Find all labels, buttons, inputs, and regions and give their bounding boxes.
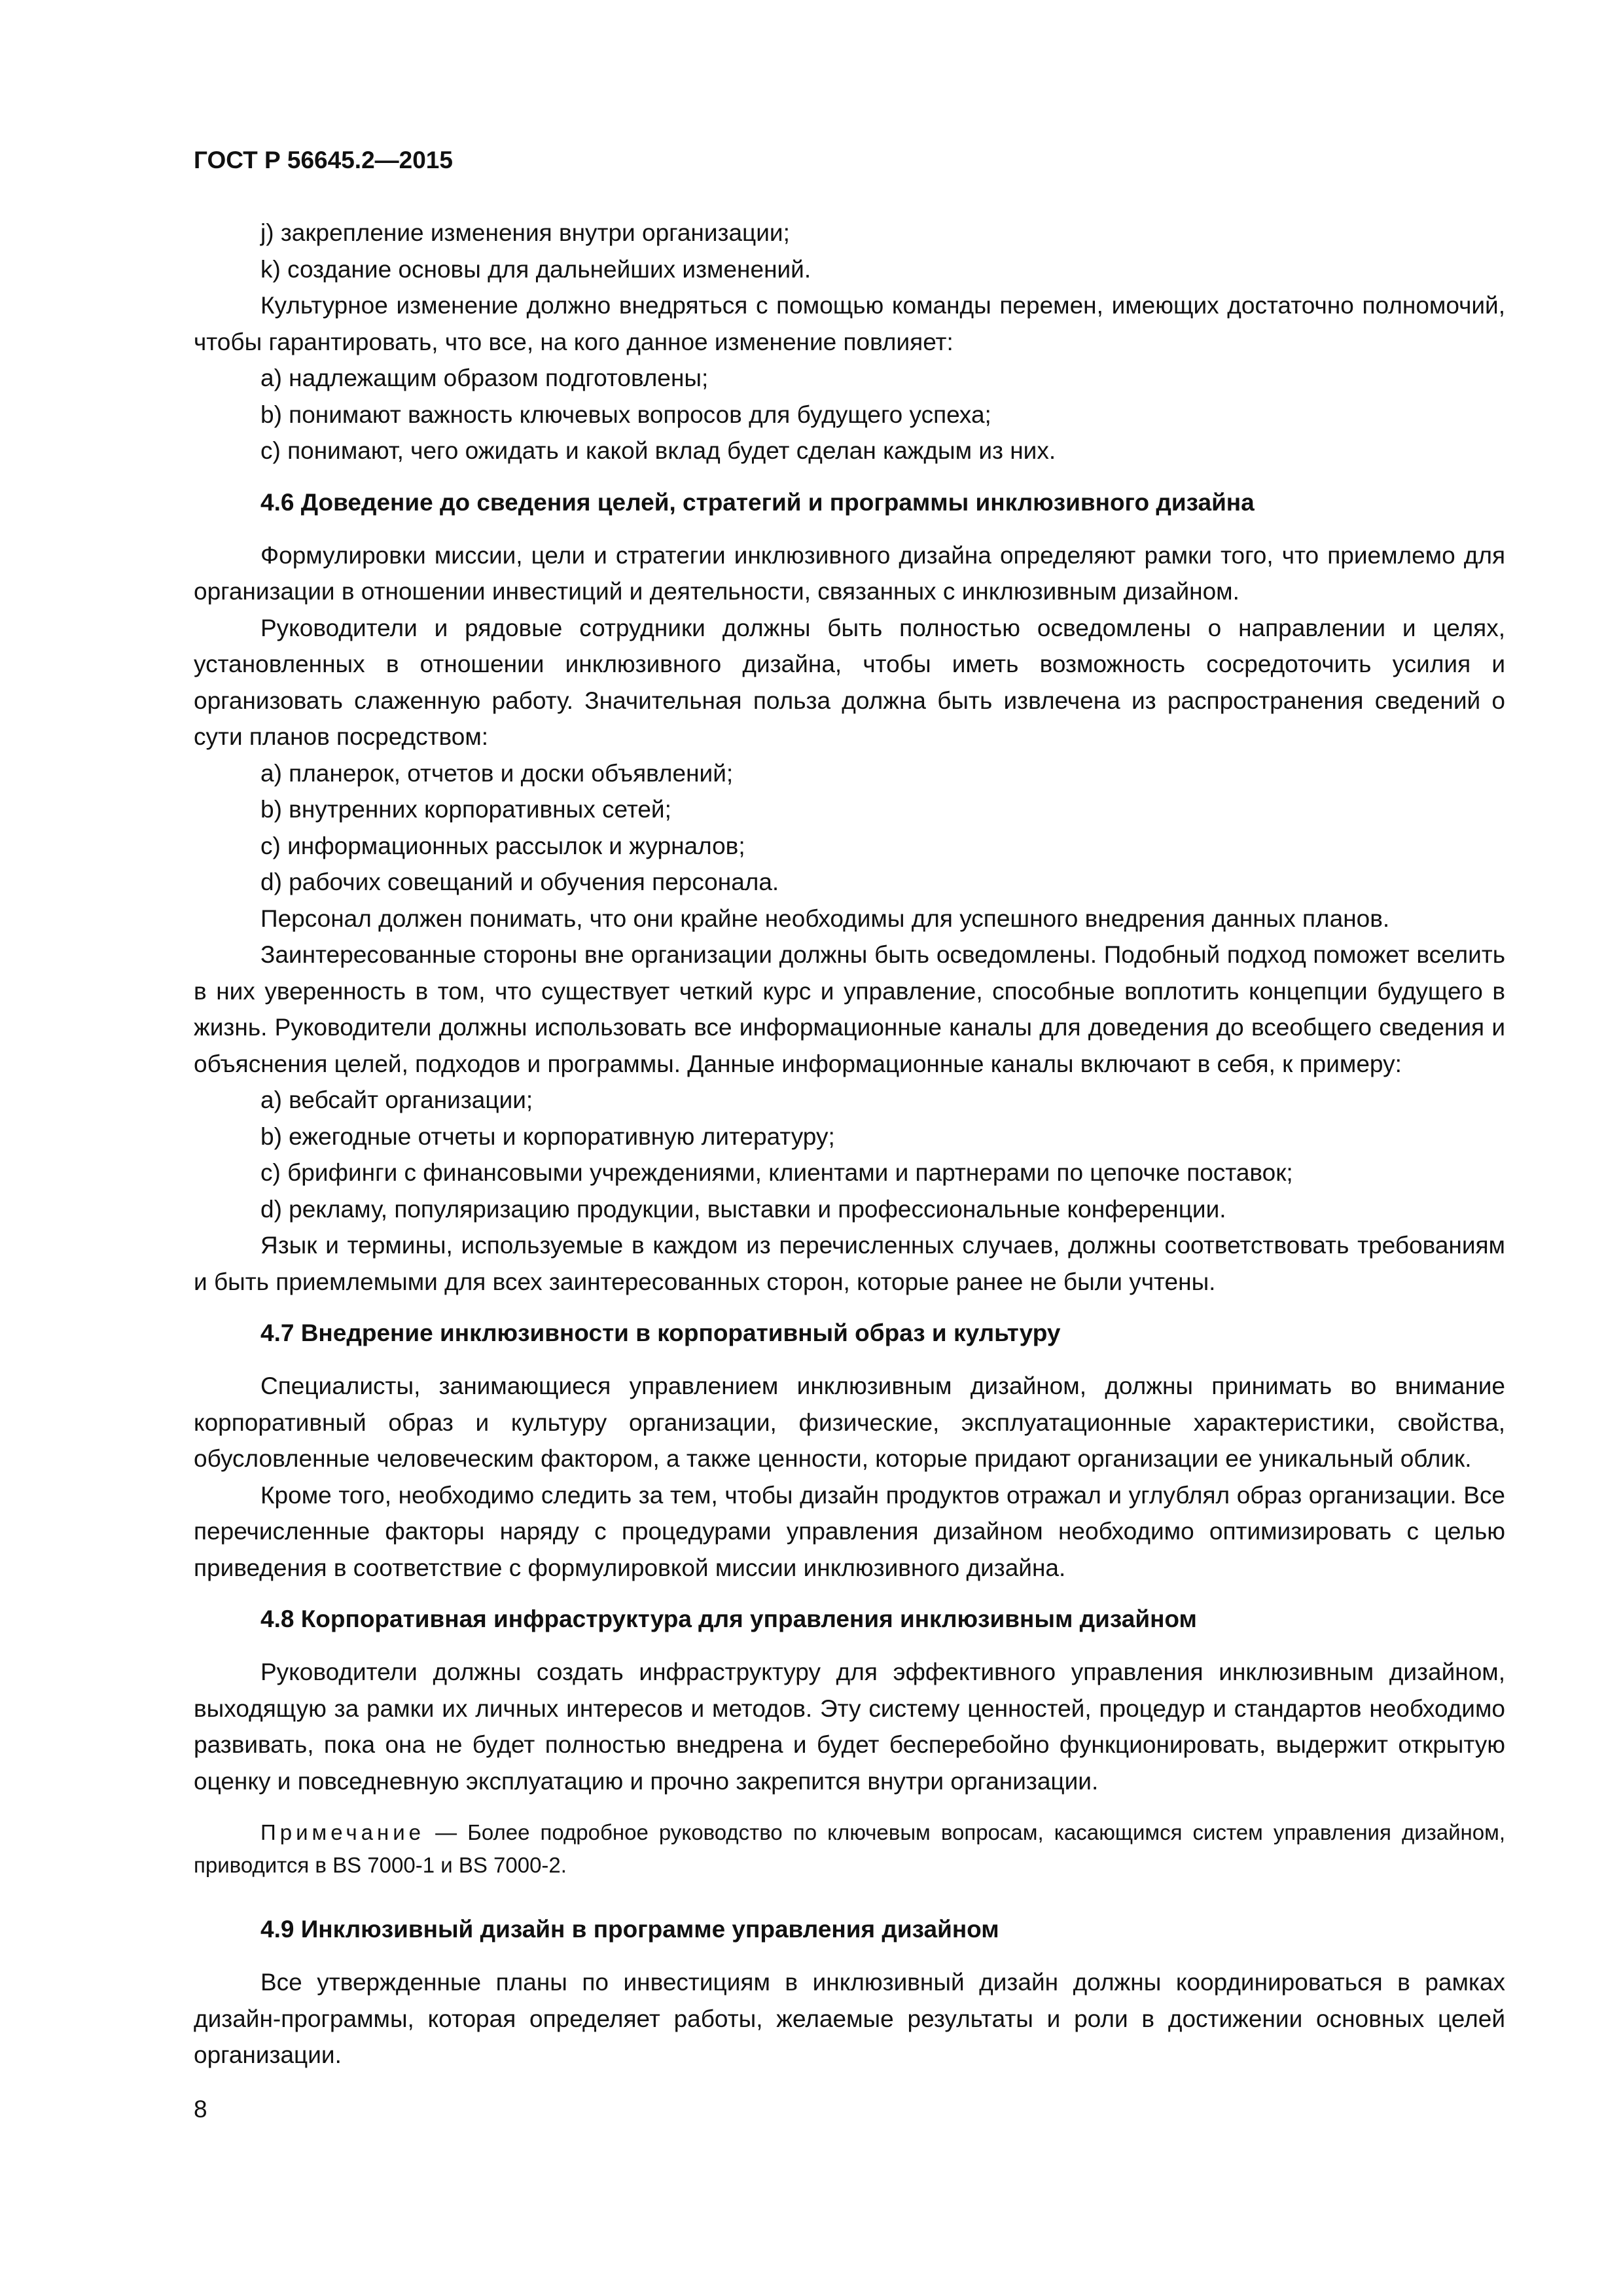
paragraph: Руководители должны создать инфраструктуру для эффективного управления инклюзивным дизайном, выходящую за рамки их личных интересов и методов. Эту систему ценностей, процедур и стандартов необходимо развивать, пока она не будет полностью внедрена и будет бесперебойно функционировать, выдержит открытую оценку и повседневную эксплуатацию и прочно закрепится внутри организации. <box>194 1659 1505 1795</box>
list-item: b) понимают важность ключевых вопросов для будущего успеха; <box>260 401 991 428</box>
paragraph: Руководители и рядовые сотрудники должны быть полностью осведомлены о направлении и целях, установленных в отношении инклюзивного дизайна, чтобы иметь возможность сосредоточить усилия и организовать слаженную работу. Значительная польза должна быть извлечена из распространения сведений о сути планов посредством: <box>194 614 1505 750</box>
document-code: ГОСТ Р 56645.2—2015 <box>194 147 453 173</box>
list-item: a) планерок, отчетов и доски объявлений; <box>260 759 734 787</box>
note-text: — Более подробное руководство по ключевым вопросам, касающимся систем управления дизайном, приводится в BS 7000-1 и BS 7000-2. <box>194 1820 1505 1877</box>
page-number: 8 <box>194 2095 207 2123</box>
list-item: c) понимают, чего ожидать и какой вклад будет сделан каждым из них. <box>260 437 1056 464</box>
list-item: b) внутренних корпоративных сетей; <box>260 796 671 823</box>
list-item: d) рабочих совещаний и обучения персонала. <box>260 869 779 895</box>
paragraph: Кроме того, необходимо следить за тем, чтобы дизайн продуктов отражал и углублял образ организации. Все перечисленные факторы наряду с процедурами управления дизайном необходимо оптимизировать с целью приведения в соответствие с формулировкой миссии инклюзивного дизайна. <box>194 1481 1505 1581</box>
note-label: Примечание <box>260 1820 425 1844</box>
note <box>194 1816 1505 1882</box>
list-item: k) создание основы для дальнейших изменений. <box>260 255 812 283</box>
list-item: j) закрепление изменения внутри организации; <box>260 219 790 246</box>
paragraph: Заинтересованные стороны вне организации должны быть осведомлены. Подобный подход поможет вселить в них уверенность в том, что существует четкий курс и управление, способные воплотить концепции будущего в жизнь. Руководители должны использовать все информационные каналы для доведения до всеобщего сведения и объяснения целей, подходов и программы. Данные информационные каналы включают в себя, к примеру: <box>194 941 1505 1077</box>
document-page <box>194 145 1505 2125</box>
paragraph: Персонал должен понимать, что они крайне необходимы для успешного внедрения данных планов. <box>260 905 1390 932</box>
list-item: c) брифинги с финансовыми учреждениями, клиентами и партнерами по цепочке поставок; <box>260 1159 1293 1186</box>
list-item: b) ежегодные отчеты и корпоративную литературу; <box>260 1122 835 1150</box>
section-heading-4-9: 4.9 Инклюзивный дизайн в программе управления дизайном <box>260 1916 999 1943</box>
list-item: a) вебсайт организации; <box>260 1086 533 1113</box>
section-heading-4-8: 4.8 Корпоративная инфраструктура для управления инклюзивным дизайном <box>260 1605 1197 1632</box>
paragraph: Культурное изменение должно внедряться с помощью команды перемен, имеющих достаточно полномочий, чтобы гарантировать, что все, на кого данное изменение повлияет: <box>194 292 1505 355</box>
paragraph: Формулировки миссии, цели и стратегии инклюзивного дизайна определяют рамки того, что приемлемо для организации в отношении инвестиций и деятельности, связанных с инклюзивным дизайном. <box>194 541 1505 605</box>
list-item: a) надлежащим образом подготовлены; <box>260 365 709 391</box>
paragraph: Язык и термины, используемые в каждом из перечисленных случаев, должны соответствовать требованиям и быть приемлемыми для всех заинтересованных сторон, которые ранее не были учтены. <box>194 1232 1505 1295</box>
paragraph: Все утвержденные планы по инвестициям в инклюзивный дизайн должны координироваться в рамках дизайн-программы, которая определяет работы, желаемые результаты и роли в достижении основных целей организации. <box>194 1969 1505 2068</box>
list-item: c) информационных рассылок и журналов; <box>260 832 745 859</box>
list-item: d) рекламу, популяризацию продукции, выставки и профессиональные конференции. <box>260 1195 1226 1223</box>
section-heading-4-7: 4.7 Внедрение инклюзивности в корпоративный образ и культуру <box>260 1319 1061 1346</box>
section-heading-4-6: 4.6 Доведение до сведения целей, стратегий и программы инклюзивного дизайна <box>260 488 1255 516</box>
paragraph: Специалисты, занимающиеся управлением инклюзивным дизайном, должны принимать во внимание корпоративный образ и культуру организации, физические, эксплуатационные характеристики, свойства, обусловленные человеческим фактором, а также ценности, которые придают организации ее уникальный облик. <box>194 1372 1505 1472</box>
